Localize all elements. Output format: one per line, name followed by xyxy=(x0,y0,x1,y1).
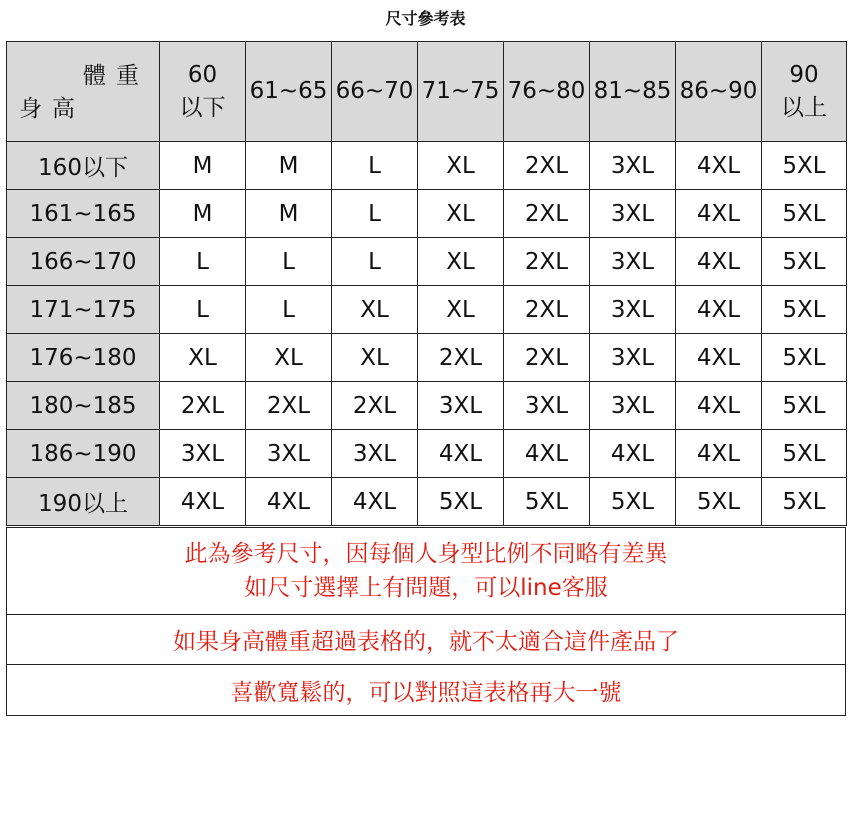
weight-header-cell: 76~80 xyxy=(504,42,590,142)
size-cell: XL xyxy=(418,286,504,334)
size-cell: XL xyxy=(332,334,418,382)
size-cell: 4XL xyxy=(418,430,504,478)
note-row xyxy=(7,528,846,615)
size-cell: 3XL xyxy=(590,190,676,238)
size-cell: 2XL xyxy=(504,142,590,190)
note-line: 此為參考尺寸，因每個人身型比例不同略有差異 xyxy=(184,540,668,567)
table-row xyxy=(7,142,847,190)
size-cell: L xyxy=(246,238,332,286)
height-cell: 166~170 xyxy=(7,238,160,286)
notes-table xyxy=(6,527,846,716)
size-cell: L xyxy=(246,286,332,334)
size-cell: 5XL xyxy=(504,478,590,526)
size-cell: 4XL xyxy=(676,286,762,334)
size-cell: 4XL xyxy=(676,142,762,190)
size-cell: 5XL xyxy=(762,238,847,286)
size-cell: 3XL xyxy=(590,382,676,430)
note-row xyxy=(7,665,846,716)
size-cell: L xyxy=(160,238,246,286)
size-cell: XL xyxy=(418,142,504,190)
size-cell: 2XL xyxy=(418,334,504,382)
height-cell: 176~180 xyxy=(7,334,160,382)
size-cell: 3XL xyxy=(590,238,676,286)
table-row xyxy=(7,478,847,526)
size-cell: XL xyxy=(418,238,504,286)
size-cell: 3XL xyxy=(504,382,590,430)
size-cell: 5XL xyxy=(762,430,847,478)
size-cell: 2XL xyxy=(332,382,418,430)
note-cell xyxy=(7,528,846,615)
size-cell: 5XL xyxy=(762,190,847,238)
size-cell: 3XL xyxy=(332,430,418,478)
table-row xyxy=(7,286,847,334)
note-line: 如尺寸選擇上有問題，可以line客服 xyxy=(244,575,608,601)
size-cell: 3XL xyxy=(590,334,676,382)
note-row xyxy=(7,615,846,665)
size-cell: 3XL xyxy=(160,430,246,478)
size-cell: 5XL xyxy=(418,478,504,526)
size-cell: 5XL xyxy=(762,382,847,430)
size-cell: 5XL xyxy=(762,334,847,382)
size-cell: 4XL xyxy=(676,430,762,478)
height-cell: 160以下 xyxy=(7,142,160,190)
size-cell: L xyxy=(332,142,418,190)
size-cell: M xyxy=(246,142,332,190)
table-row xyxy=(7,238,847,286)
size-cell: 5XL xyxy=(762,478,847,526)
height-label: 身高 xyxy=(19,95,85,122)
size-cell: 4XL xyxy=(332,478,418,526)
size-cell: 4XL xyxy=(676,382,762,430)
weight-header-cell: 86~90 xyxy=(676,42,762,142)
weight-header-cell: 66~70 xyxy=(332,42,418,142)
size-cell: 3XL xyxy=(246,430,332,478)
height-cell: 190以上 xyxy=(7,478,160,526)
size-cell: XL xyxy=(332,286,418,334)
size-cell: 2XL xyxy=(246,382,332,430)
size-cell: 4XL xyxy=(676,238,762,286)
page-title: 尺寸參考表 xyxy=(385,9,466,28)
size-cell: 3XL xyxy=(590,142,676,190)
size-cell: L xyxy=(332,238,418,286)
size-cell: 5XL xyxy=(590,478,676,526)
weight-label: 體重 xyxy=(83,63,149,89)
size-cell: 5XL xyxy=(676,478,762,526)
table-row xyxy=(7,382,847,430)
weight-header-cell: 61~65 xyxy=(246,42,332,142)
table-row xyxy=(7,430,847,478)
size-cell: L xyxy=(160,286,246,334)
size-cell: XL xyxy=(246,334,332,382)
size-cell: 2XL xyxy=(504,334,590,382)
weight-header-cell: 81~85 xyxy=(590,42,676,142)
weight-header-cell: 60 以下 xyxy=(160,42,246,142)
header-row xyxy=(7,42,847,142)
size-cell: 4XL xyxy=(676,334,762,382)
size-cell: 5XL xyxy=(762,286,847,334)
note-cell: 喜歡寬鬆的，可以對照這表格再大一號 xyxy=(7,665,846,716)
weight-header-cell: 90 以上 xyxy=(762,42,847,142)
size-cell: 5XL xyxy=(762,142,847,190)
size-cell: L xyxy=(332,190,418,238)
height-cell: 180~185 xyxy=(7,382,160,430)
height-cell: 161~165 xyxy=(7,190,160,238)
size-cell: 4XL xyxy=(590,430,676,478)
height-cell: 171~175 xyxy=(7,286,160,334)
size-cell: 4XL xyxy=(246,478,332,526)
size-cell: 4XL xyxy=(160,478,246,526)
size-cell: 2XL xyxy=(504,238,590,286)
size-cell: M xyxy=(160,190,246,238)
corner-cell xyxy=(7,42,160,142)
size-cell: 2XL xyxy=(504,190,590,238)
size-cell: 3XL xyxy=(418,382,504,430)
weight-header-cell: 71~75 xyxy=(418,42,504,142)
size-cell: 4XL xyxy=(676,190,762,238)
size-cell: XL xyxy=(160,334,246,382)
table-row xyxy=(7,334,847,382)
size-cell: XL xyxy=(418,190,504,238)
size-cell: M xyxy=(160,142,246,190)
size-cell: 4XL xyxy=(504,430,590,478)
size-cell: 3XL xyxy=(590,286,676,334)
note-cell: 如果身高體重超過表格的，就不太適合這件產品了 xyxy=(7,615,846,665)
table-row xyxy=(7,190,847,238)
size-cell: M xyxy=(246,190,332,238)
size-chart-table xyxy=(6,41,847,526)
size-cell: 2XL xyxy=(504,286,590,334)
size-cell: 2XL xyxy=(160,382,246,430)
height-cell: 186~190 xyxy=(7,430,160,478)
